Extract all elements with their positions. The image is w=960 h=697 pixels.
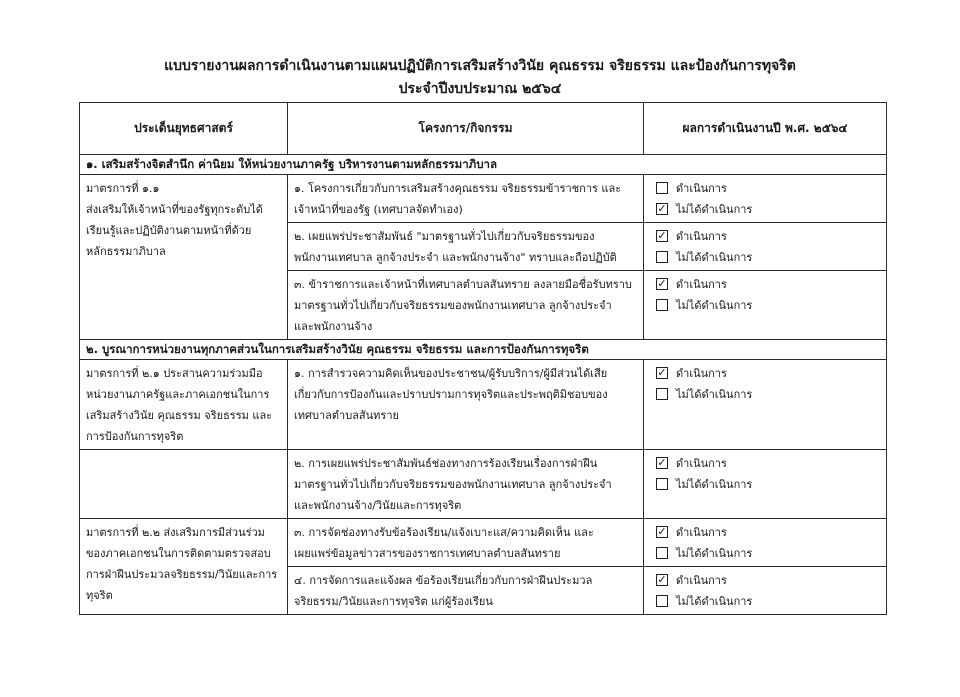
status-not-done-label: ไม่ได้ดำเนินการ <box>676 387 753 401</box>
activity-cell: ๓. การจัดช่องทางรับข้อร้องเรียน/แจ้งเบาะแส/ความคิดเห็น และ เผยแพร่ข้อมูลข่าวสารของราชการเทศบาลตำบลสันทราย <box>288 519 644 567</box>
result-cell <box>644 567 887 615</box>
check-mark-icon: ✓ <box>657 524 667 538</box>
result-cell <box>644 360 887 450</box>
check-mark-icon: ✓ <box>657 572 667 586</box>
status-done-label: ดำเนินการ <box>676 181 727 195</box>
status-done-label: ดำเนินการ <box>676 525 727 539</box>
status-not-done-option <box>656 246 880 267</box>
activity-cell: ๒. การเผยแพร่ประชาสัมพันธ์ช่องทางการร้องเรียนเรื่องการฝ่าฝืน มาตรฐานทั่วไปเกี่ยวกับจริยธรรมของพนักงานเทศบาล ลูกจ้างประจำ และพนักงานจ้าง/วินัยและการทุจริต <box>288 450 644 519</box>
measure-cell <box>80 450 288 519</box>
checkbox-icon[interactable] <box>656 574 668 586</box>
checkbox-icon[interactable] <box>656 182 668 194</box>
checkbox-icon[interactable] <box>656 278 668 290</box>
column-header-result: ผลการดำเนินงานปี พ.ศ. ๒๕๖๔ <box>644 103 887 155</box>
section-title: ๒. บูรณาการหน่วยงานทุกภาคส่วนในการเสริมสร้างวินัย คุณธรรม จริยธรรม และการป้องกันการทุจริต <box>80 340 887 360</box>
activity-cell: ๓. ข้าราชการและเจ้าหน้าที่เทศบาลตำบลสันทราย ลงลายมือชื่อรับทราบ มาตรฐานทั่วไปเกี่ยวกับจริยธรรมของพนักงานเทศบาล ลูกจ้างประจำ และพนักงานจ้าง <box>288 271 644 340</box>
column-header-activity: โครงการ/กิจกรรม <box>288 103 644 155</box>
status-not-done-option <box>656 198 880 219</box>
status-done-option <box>656 362 880 383</box>
measure-cell: มาตรการที่ ๒.๒ ส่งเสริมการมีส่วนร่วม ของภาคเอกชนในการติดตามตรวจสอบ การฝ่าฝืนประมวลจริยธรรม/วินัยและการ ทุจริต <box>80 519 288 615</box>
result-cell <box>644 175 887 223</box>
status-not-done-option <box>656 542 880 563</box>
result-cell <box>644 271 887 340</box>
activity-cell: ๔. การจัดการและแจ้งผล ข้อร้องเรียนเกี่ยวกับการฝ่าฝืนประมวล จริยธรรม/วินัยและการทุจริต แก่ผู้ร้องเรียน <box>288 567 644 615</box>
column-header-strategy: ประเด็นยุทธศาสตร์ <box>80 103 288 155</box>
status-done-option <box>656 521 880 542</box>
status-not-done-label: ไม่ได้ดำเนินการ <box>676 298 753 312</box>
status-done-option <box>656 452 880 473</box>
checkbox-icon[interactable] <box>656 299 668 311</box>
measure-cell: มาตรการที่ ๒.๑ ประสานความร่วมมือ หน่วยงานภาครัฐและภาคเอกชนในการ เสริมสร้างวินัย คุณธรรม จริยธรรม และ การป้องกันการทุจริต <box>80 360 288 450</box>
table-body <box>80 155 887 615</box>
status-done-label: ดำเนินการ <box>676 573 727 587</box>
section-row <box>80 340 887 360</box>
checkbox-icon[interactable] <box>656 230 668 242</box>
checkbox-icon[interactable] <box>656 388 668 400</box>
status-not-done-label: ไม่ได้ดำเนินการ <box>676 477 753 491</box>
result-cell <box>644 223 887 271</box>
section-row <box>80 155 887 175</box>
status-done-option <box>656 177 880 198</box>
checkbox-icon[interactable] <box>656 367 668 379</box>
check-mark-icon: ✓ <box>657 201 667 215</box>
checkbox-icon[interactable] <box>656 526 668 538</box>
status-done-label: ดำเนินการ <box>676 277 727 291</box>
section-title: ๑. เสริมสร้างจิตสำนึก ค่านิยม ให้หน่วยงานภาครัฐ บริหารงานตามหลักธรรมาภิบาล <box>80 155 887 175</box>
status-done-label: ดำเนินการ <box>676 229 727 243</box>
measure-cell: มาตรการที่ ๑.๑ ส่งเสริมให้เจ้าหน้าที่ของรัฐทุกระดับได้ เรียนรู้และปฏิบัติงานตามหน้าที่ด้วย หลักธรรมาภิบาล <box>80 175 288 340</box>
status-done-option <box>656 569 880 590</box>
check-mark-icon: ✓ <box>657 365 667 379</box>
status-done-label: ดำเนินการ <box>676 456 727 470</box>
checkbox-icon[interactable] <box>656 595 668 607</box>
activity-cell: ๒. เผยแพร่ประชาสัมพันธ์ "มาตรฐานทั่วไปเกี่ยวกับจริยธรรมของ พนักงานเทศบาล ลูกจ้างประจำ และพนักงานจ้าง" ทราบและถือปฏิบัติ <box>288 223 644 271</box>
status-not-done-option <box>656 590 880 611</box>
table-row <box>80 519 887 567</box>
status-not-done-option <box>656 383 880 404</box>
checkbox-icon[interactable] <box>656 203 668 215</box>
table-row <box>80 360 887 450</box>
status-done-option <box>656 273 880 294</box>
status-not-done-label: ไม่ได้ดำเนินการ <box>676 250 753 264</box>
checkbox-icon[interactable] <box>656 547 668 559</box>
checkbox-icon[interactable] <box>656 251 668 263</box>
check-mark-icon: ✓ <box>657 228 667 242</box>
check-mark-icon: ✓ <box>657 276 667 290</box>
status-not-done-option <box>656 473 880 494</box>
result-cell <box>644 519 887 567</box>
table-header-row <box>80 103 887 155</box>
result-cell <box>644 450 887 519</box>
table-row <box>80 450 887 519</box>
checkbox-icon[interactable] <box>656 478 668 490</box>
status-not-done-label: ไม่ได้ดำเนินการ <box>676 594 753 608</box>
status-done-label: ดำเนินการ <box>676 366 727 380</box>
status-done-option <box>656 225 880 246</box>
check-mark-icon: ✓ <box>657 455 667 469</box>
report-fiscal-year: ประจำปีงบประมาณ ๒๕๖๔ <box>398 81 562 97</box>
table-row <box>80 175 887 223</box>
report-title: แบบรายงานผลการดำเนินงานตามแผนปฏิบัติการเสริมสร้างวินัย คุณธรรม จริยธรรม และป้องกันการทุจริต <box>164 58 796 74</box>
report-table <box>79 102 887 615</box>
status-not-done-option <box>656 294 880 315</box>
checkbox-icon[interactable] <box>656 457 668 469</box>
activity-cell: ๑. โครงการเกี่ยวกับการเสริมสร้างคุณธรรม จริยธรรมข้าราชการ และ เจ้าหน้าที่ของรัฐ (เทศบาลจัดทำเอง) <box>288 175 644 223</box>
status-not-done-label: ไม่ได้ดำเนินการ <box>676 202 753 216</box>
activity-cell: ๑. การสำรวจความคิดเห็นของประชาชน/ผู้รับบริการ/ผู้มีส่วนได้เสีย เกี่ยวกับการป้องกันและปราบปรามการทุจริตและประพฤติมิชอบของ เทศบาลตำบลสันทราย <box>288 360 644 450</box>
status-not-done-label: ไม่ได้ดำเนินการ <box>676 546 753 560</box>
